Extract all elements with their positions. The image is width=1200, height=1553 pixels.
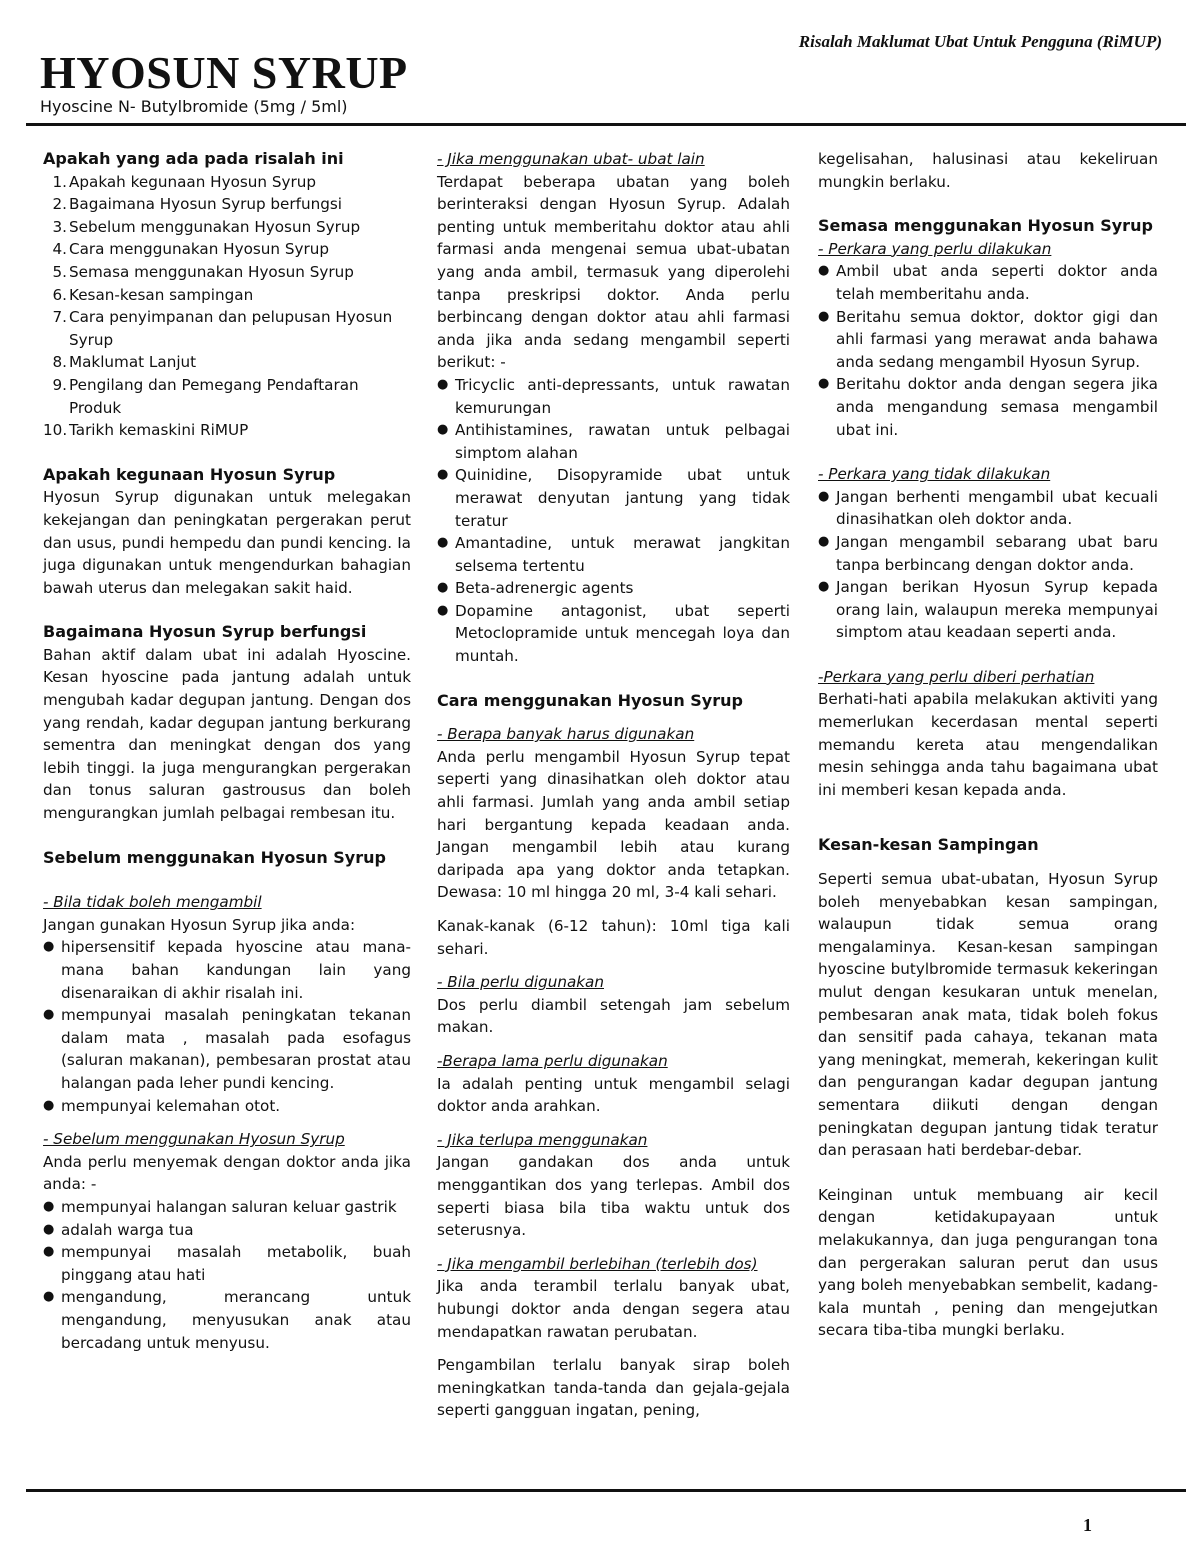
- toc-item-number: 9.: [52, 375, 67, 394]
- item-text: Kesan-kesan sampingan: [69, 285, 254, 304]
- list-item: [437, 374, 790, 419]
- other-meds-subheading: - Jika menggunakan ubat- ubat lain: [437, 150, 705, 168]
- bullet-icon: ●: [818, 308, 830, 324]
- overdose-subheading: - Jika mengambil berlebihan (terlebih dos): [437, 1254, 758, 1273]
- toc-item: [43, 171, 411, 194]
- bullet-icon: ●: [43, 1007, 55, 1023]
- toc-item-number: 5.: [52, 262, 67, 281]
- item-text: Tricyclic anti-depressants, untuk rawatan kemurungan: [455, 375, 790, 417]
- item-text: Cara penyimpanan dan pelupusan Hyosun Syrup: [69, 308, 393, 349]
- do-subheading: - Perkara yang perlu dilakukan: [818, 239, 1052, 258]
- list-item: [43, 1004, 411, 1094]
- item-text: Ambil ubat anda seperti doktor anda telah memberitahu anda.: [836, 262, 1158, 303]
- bullet-icon: ●: [818, 376, 830, 392]
- toc-item-number: 1.: [52, 172, 67, 191]
- use-heading: Apakah kegunaan Hyosun Syrup: [43, 464, 336, 484]
- item-text: hipersensitif kepada hyoscine atau mana-mana bahan kandungan lain yang disenaraikan di akhir risalah ini.: [61, 938, 411, 1002]
- list-item: [43, 1241, 411, 1286]
- use-text: Hyosun Syrup digunakan untuk melegakan kekejangan dan peningkatan pergerakan perut dan usus, pundi hempedu dan pundi kencing. Ia juga digunakan untuk mengendurkan bahagian bawah uterus dan melegakan sakit haid.: [43, 488, 411, 597]
- item-text: Jangan berikan Hyosun Syrup kepada orang lain, walaupun mereka mempunyai simptom atau keadaan seperti anda.: [836, 578, 1158, 642]
- list-item: [818, 486, 1158, 531]
- other-meds-text: Terdapat beberapa ubatan yang boleh berinteraksi dengan Hyosun Syrup. Adalah penting untuk memberitahu doktor atau ahli farmasi anda mengenai semua ubat-ubatan yang anda ambil, termasuk yang diperolehi tanpa preskripsi doktor. Anda perlu berbincang dengan doktor atau ahli farmasi anda jika anda sedang mengambil seperti berikut: -: [437, 172, 790, 372]
- list-item: [818, 306, 1158, 374]
- before-subheading: - Sebelum menggunakan Hyosun Syrup: [43, 1130, 345, 1149]
- bullet-icon: ●: [437, 580, 449, 596]
- bullet-icon: ●: [437, 602, 449, 618]
- item-text: Sebelum menggunakan Hyosun Syrup: [69, 217, 361, 236]
- bullet-icon: ●: [437, 467, 449, 483]
- item-text: Semasa menggunakan Hyosun Syrup: [69, 262, 354, 281]
- when-subheading: - Bila perlu digunakan: [437, 973, 604, 992]
- dont-subheading: - Perkara yang tidak dilakukan: [818, 465, 1051, 484]
- when-text: Dos perlu diambil setengah jam sebelum makan.: [437, 995, 790, 1037]
- bullet-icon: ●: [437, 535, 449, 551]
- attention-subheading: -Perkara yang perlu diberi perhatian: [818, 667, 1095, 686]
- item-text: Amantadine, untuk merawat jangkitan selsema tertentu: [455, 534, 790, 575]
- bullet-icon: ●: [818, 579, 830, 595]
- toc-item: [43, 238, 411, 261]
- list-item: [43, 1196, 411, 1219]
- toc-item: [43, 193, 411, 216]
- attention-text: Berhati-hati apabila melakukan aktiviti yang memerlukan kecerdasan mental seperti memandu kereta atau mengendalikan mesin sehingga anda tahu bagaimana ubat ini memberi kesan kepada anda.: [818, 690, 1158, 799]
- list-item: [437, 577, 790, 600]
- bullet-icon: ●: [437, 422, 449, 438]
- item-text: Bagaimana Hyosun Syrup berfungsi: [69, 195, 343, 214]
- do-list: [818, 260, 1158, 441]
- page-number: 1: [1083, 1515, 1092, 1535]
- toc-item: [43, 374, 411, 419]
- leaflet-type-label: Risalah Maklumat Ubat Untuk Pengguna (RiMUP): [798, 32, 1162, 51]
- column-3: [818, 148, 1158, 1342]
- toc-item-number: 10.: [43, 421, 68, 440]
- toc-item-number: 3.: [52, 217, 67, 236]
- list-item: [818, 531, 1158, 576]
- item-text: Maklumat Lanjut: [69, 353, 197, 372]
- item-text: mempunyai masalah metabolik, buah pinggang atau hati: [61, 1243, 411, 1284]
- how-heading: Bagaimana Hyosun Syrup berfungsi: [43, 622, 367, 642]
- toc-item: [43, 306, 411, 351]
- toc-item-number: 6.: [52, 285, 67, 304]
- list-item: [43, 936, 411, 1004]
- item-text: Tarikh kemaskini RiMUP: [69, 421, 249, 440]
- item-text: Jangan berhenti mengambil ubat kecuali dinasihatkan oleh doktor anda.: [836, 487, 1158, 529]
- other-meds-list: [437, 374, 790, 668]
- bullet-icon: ●: [437, 376, 449, 392]
- item-text: Pengilang dan Pemegang Pendaftaran Produk: [69, 375, 359, 417]
- list-item: [43, 1286, 411, 1354]
- when-not-list: [43, 936, 411, 1117]
- before-list: [43, 1196, 411, 1354]
- item-text: Dopamine antagonist, ubat seperti Metoclopramide untuk mencegah loya dan muntah.: [455, 601, 790, 666]
- bullet-icon: ●: [818, 263, 830, 279]
- column-1: [43, 148, 411, 1354]
- children-dose-text: Kanak-kanak (6-12 tahun): 10ml tiga kali sehari.: [437, 917, 790, 958]
- toc-item-number: 2.: [52, 195, 67, 214]
- list-item: [437, 600, 790, 668]
- usage-heading: Cara menggunakan Hyosun Syrup: [437, 690, 743, 710]
- bullet-icon: ●: [43, 1244, 55, 1260]
- list-item: [818, 373, 1158, 441]
- how-much-text: Anda perlu mengambil Hyosun Syrup tepat seperti yang dinasihatkan oleh doktor atau ahli farmasi. Jumlah yang anda ambil setiap hari bergantung kepada keadaan anda. Jangan mengambil lebih atau kurang daripada apa yang doktor anda tetapkan. Dewasa: 10 ml hingga 20 ml, 3-4 kali sehari.: [437, 747, 790, 902]
- item-text: mempunyai halangan saluran keluar gastrik: [61, 1197, 397, 1216]
- item-text: Apakah kegunaan Hyosun Syrup: [69, 172, 317, 191]
- list-item: [437, 419, 790, 464]
- list-item: [437, 532, 790, 577]
- side-effects-text-1: Seperti semua ubat-ubatan, Hyosun Syrup boleh menyebabkan kesan sampingan, walaupun tidak semua orang mengalaminya. Kesan-kesan sampingan hyoscine butylbromide termasuk kekeringan mulut dengan kesukaran untuk menelan, pembesaran anak mata, tidak boleh fokus dan sensitif pada cahaya, tekanan mata yang meningkat, memerah, kekeringan kulit dan pengurangan kadar degupan jantung sementara diikuti dengan dengan peningkatan degupan jantung tidak teratur dan perasaan hati berdebar-debar.: [818, 870, 1158, 1160]
- bullet-icon: ●: [43, 939, 55, 955]
- side-effects-text-2: Keinginan untuk membuang air kecil dengan ketidakupayaan untuk melakukannya, dan juga pengurangan tona dan pergerakan saluran perut dan usus yang boleh menyebabkan sembelit, kadang- kala muntah , pening dan mengejutkan secara tiba-tiba mungki berlaku.: [818, 1185, 1158, 1340]
- list-item: [818, 260, 1158, 305]
- item-text: Beritahu semua doktor, doktor gigi dan ahli farmasi yang merawat anda bahawa anda sedang mengambil Hyosun Syrup.: [836, 307, 1158, 371]
- item-text: mengandung, merancang untuk mengandung, menyusukan anak atau bercadang untuk menyusu.: [61, 1288, 411, 1352]
- toc-item-number: 4.: [52, 240, 67, 259]
- footer-rule: [26, 1489, 1186, 1492]
- during-heading: Semasa menggunakan Hyosun Syrup: [818, 216, 1153, 236]
- toc-item-number: 8.: [52, 353, 67, 372]
- list-item: [43, 1095, 411, 1118]
- dont-list: [818, 486, 1158, 644]
- how-much-subheading: - Berapa banyak harus digunakan: [437, 725, 695, 744]
- list-item: [437, 464, 790, 532]
- toc-item: [43, 261, 411, 284]
- overdose-continued-text: kegelisahan, halusinasi atau kekeliruan mungkin berlaku.: [818, 150, 1158, 191]
- bullet-icon: ●: [43, 1221, 55, 1237]
- before-heading: Sebelum menggunakan Hyosun Syrup: [43, 847, 386, 867]
- overdose-text: Jika anda terambil terlalu banyak ubat, hubungi doktor anda dengan segera atau mendapatkan rawatan perubatan.: [437, 1277, 790, 1341]
- list-item: [43, 1219, 411, 1242]
- side-effects-heading: Kesan-kesan Sampingan: [818, 835, 1039, 855]
- item-text: Quinidine, Disopyramide ubat untuk merawat denyutan jantung yang tidak teratur: [455, 466, 790, 530]
- product-title: HYOSUN SYRUP: [40, 47, 408, 98]
- when-not-subheading: - Bila tidak boleh mengambil: [43, 893, 262, 912]
- missed-dose-subheading: - Jika terlupa menggunakan: [437, 1130, 648, 1149]
- item-text: Jangan mengambil sebarang ubat baru tanpa berbincang dengan doktor anda.: [836, 532, 1158, 574]
- item-text: Beta-adrenergic agents: [455, 579, 634, 598]
- bullet-icon: ●: [43, 1198, 55, 1214]
- toc-item-number: 7.: [52, 308, 67, 327]
- list-item: [818, 576, 1158, 644]
- toc-item: [43, 351, 411, 374]
- item-text: Beritahu doktor anda dengan segera jika anda mengandung semasa mengambil ubat ini.: [836, 375, 1158, 439]
- bullet-icon: ●: [818, 533, 830, 549]
- bullet-icon: ●: [43, 1289, 55, 1305]
- toc-item: [43, 216, 411, 239]
- item-text: mempunyai kelemahan otot.: [61, 1096, 281, 1115]
- toc-heading: Apakah yang ada pada risalah ini: [43, 149, 344, 168]
- item-text: Antihistamines, rawatan untuk pelbagai simptom alahan: [455, 421, 790, 462]
- item-text: mempunyai masalah peningkatan tekanan dalam mata , masalah pada esofagus (saluran makanan), pembesaran prostat atau halangan pada leher pundi kencing.: [61, 1006, 411, 1092]
- when-not-intro: Jangan gunakan Hyosun Syrup jika anda:: [43, 915, 356, 934]
- toc-list: [43, 171, 411, 442]
- item-text: adalah warga tua: [61, 1220, 194, 1239]
- column-2: [437, 148, 790, 1422]
- how-long-text: Ia adalah penting untuk mengambil selagi doktor anda arahkan.: [437, 1074, 790, 1116]
- item-text: Cara menggunakan Hyosun Syrup: [69, 240, 330, 259]
- how-text: Bahan aktif dalam ubat ini adalah Hyoscine. Kesan hyoscine pada jantung adalah untuk mengubah kadar degupan jantung. Dengan dos yang rendah, kadar degupan jantung berkurang sementra dan meningkat dengan dos yang lebih tinggi. Ia juga mengurangkan pergerakan dan tonus saluran gastrousus dan boleh mengurangkan jumlah pelbagai rembesan itu.: [43, 645, 411, 823]
- overdose-text-2: Pengambilan terlalu banyak sirap boleh meningkatkan tanda-tanda dan gejala-gejala seperti gangguan ingatan, pening,: [437, 1356, 790, 1420]
- toc-item: [43, 419, 411, 442]
- toc-item: [43, 284, 411, 307]
- bullet-icon: ●: [43, 1097, 55, 1113]
- bullet-icon: ●: [818, 488, 830, 504]
- active-ingredient-subtitle: Hyoscine N- Butylbromide (5mg / 5ml): [40, 97, 348, 116]
- header-rule: [26, 123, 1186, 126]
- missed-dose-text: Jangan gandakan dos anda untuk menggantikan dos yang terlepas. Ambil dos seperti biasa bila tiba waktu untuk dos seterusnya.: [437, 1153, 790, 1240]
- how-long-subheading: -Berapa lama perlu digunakan: [437, 1051, 668, 1070]
- before-intro: Anda perlu menyemak dengan doktor anda jika anda: -: [43, 1152, 411, 1194]
